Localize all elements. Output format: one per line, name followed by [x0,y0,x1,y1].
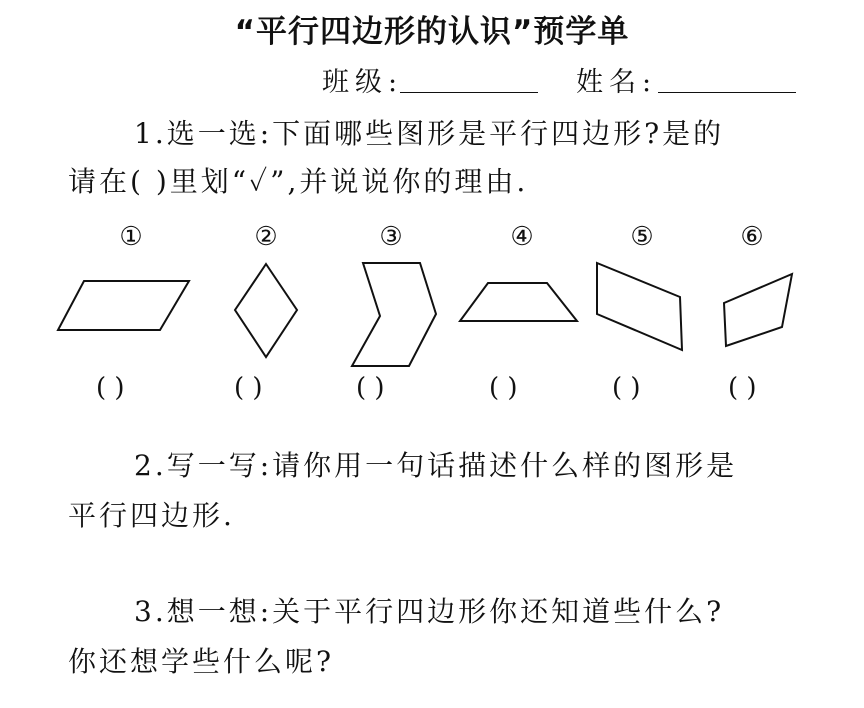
question-1-line-1: 1.选一选:下面哪些图形是平行四边形?是的 [134,117,725,150]
shape-3-chevron [352,263,436,366]
shape-6-quadrilateral [724,274,792,346]
shape-5-quadrilateral [597,263,682,350]
name-label: 姓名: [576,67,658,98]
shape-6-number: ⑥ [740,222,764,252]
shape-3-number: ③ [379,222,403,252]
shape-1-number: ① [119,222,143,252]
class-label: 班级: [322,67,404,98]
question-2-line-1: 2.写一写:请你用一句话描述什么样的图形是 [134,449,738,482]
shape-3-answer-box[interactable]: ( ) [356,373,385,403]
question-2-line-2: 平行四边形. [68,499,235,532]
shape-2-number: ② [254,222,278,252]
question-1-line-2: 请在( )里划“✓”,并说说你的理由. [68,165,529,198]
shape-2-rhombus [235,264,297,357]
question-3-line-1: 3.想一想:关于平行四边形你还知道些什么? [134,595,725,628]
worksheet-title: “平行四边形的认识”预学单 [234,14,630,50]
shape-1-answer-box[interactable]: ( ) [96,373,125,403]
shape-4-trapezoid [460,283,577,321]
shape-5-answer-box[interactable]: ( ) [612,373,641,403]
shape-2-answer-box[interactable]: ( ) [234,373,263,403]
shape-6-answer-box[interactable]: ( ) [728,373,757,403]
question-3-line-2: 你还想学些什么呢? [68,645,335,678]
shape-4-answer-box[interactable]: ( ) [489,373,518,403]
shape-4-number: ④ [510,222,534,252]
shape-5-number: ⑤ [630,222,654,252]
shape-1-parallelogram [58,281,189,330]
